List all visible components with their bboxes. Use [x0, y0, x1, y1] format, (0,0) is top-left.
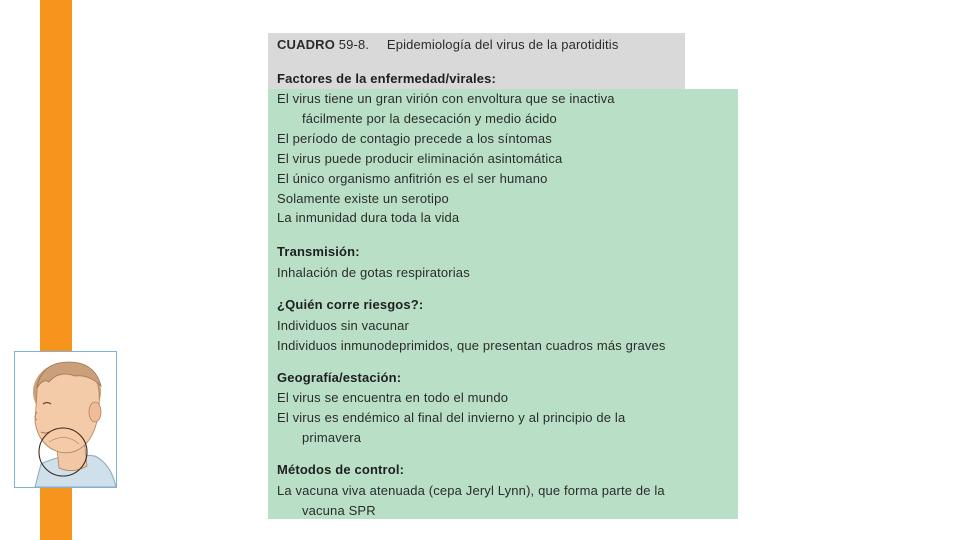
list-item: La inmunidad dura toda la vida — [277, 210, 460, 225]
table-number: 59-8. — [338, 37, 370, 52]
section-heading-control: Métodos de control: — [277, 462, 405, 477]
list-item: El período de contagio precede a los síntomas — [277, 131, 552, 146]
list-item: Individuos sin vacunar — [277, 318, 409, 333]
list-item: Individuos inmunodeprimidos, que presentan cuadros más graves — [277, 338, 666, 353]
list-item: Inhalación de gotas respiratorias — [277, 265, 470, 280]
list-item: Solamente existe un serotipo — [277, 191, 449, 206]
section-heading-riesgo: ¿Quién corre riesgos?: — [277, 297, 424, 312]
list-item: La vacuna viva atenuada (cepa Jeryl Lynn), que forma parte de la — [277, 483, 665, 498]
list-item: El virus puede producir eliminación asintomática — [277, 151, 563, 166]
list-item: fácilmente por la desecación y medio ácido — [302, 111, 557, 126]
list-item: El virus se encuentra en todo el mundo — [277, 390, 509, 405]
child-head-icon — [15, 352, 116, 487]
table-caption — [277, 37, 618, 53]
list-item: vacuna SPR — [302, 503, 376, 518]
list-item: El virus es endémico al final del invierno y al principio de la — [277, 410, 626, 425]
child-mumps-illustration — [14, 351, 117, 488]
list-item: El único organismo anfitrión es el ser humano — [277, 171, 548, 186]
epidemiology-table — [268, 33, 738, 519]
list-item: primavera — [302, 430, 362, 445]
section-heading-transmision: Transmisión: — [277, 244, 360, 259]
section-heading-geografia: Geografía/estación: — [277, 370, 402, 385]
table-title: Epidemiología del virus de la parotiditis — [386, 37, 619, 52]
section-heading-factores: Factores de la enfermedad/virales: — [277, 71, 496, 86]
list-item: El virus tiene un gran virión con envoltura que se inactiva — [277, 91, 615, 106]
table-label: CUADRO — [277, 37, 335, 52]
